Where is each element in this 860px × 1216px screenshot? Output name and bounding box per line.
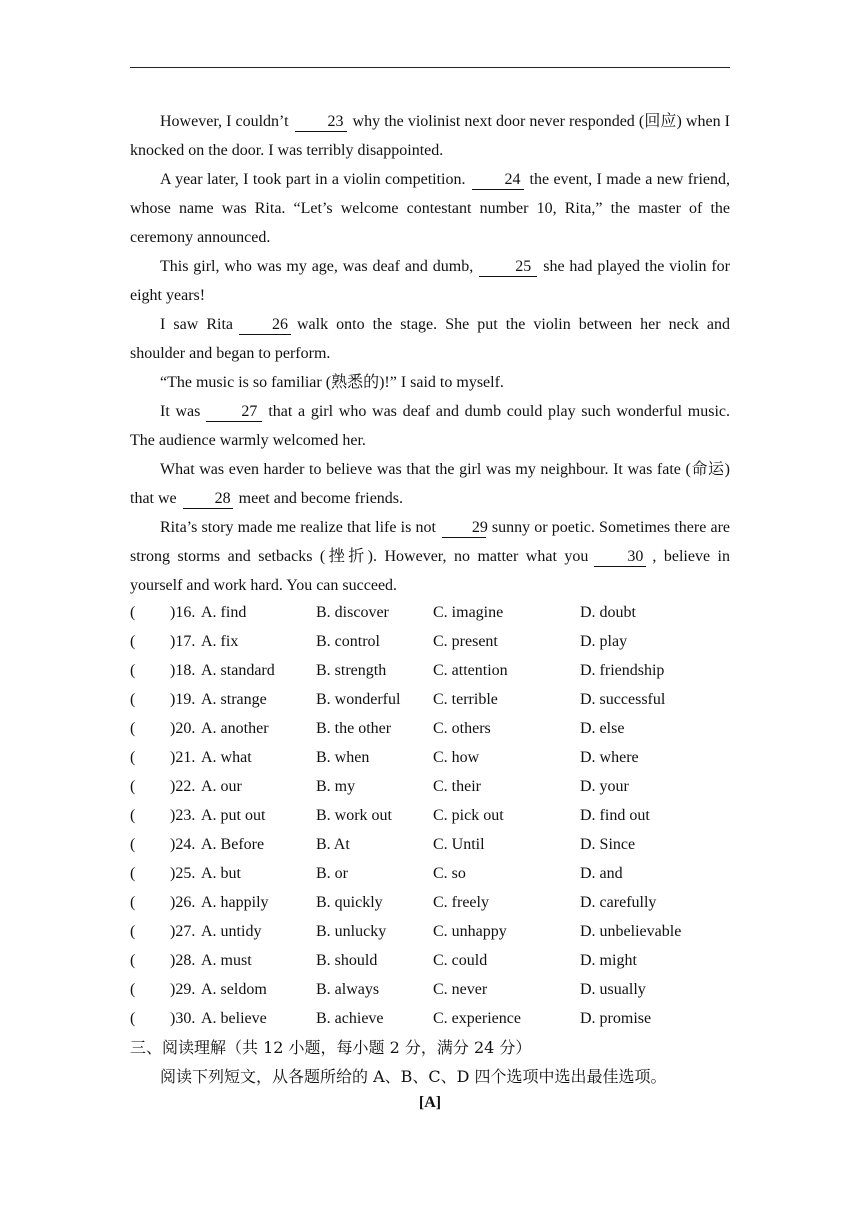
blank-23[interactable]: 23: [295, 113, 347, 132]
option-b: B. my: [316, 778, 356, 795]
option-a: A. happily: [201, 894, 269, 911]
option-a: A. strange: [201, 691, 267, 708]
text-run: This girl, who was my age, was deaf and dumb,: [160, 258, 474, 275]
option-c: C. could: [433, 952, 488, 969]
text-run: I saw Rita: [160, 316, 233, 333]
answer-paren-open[interactable]: (: [130, 662, 136, 679]
option-c: C. so: [433, 865, 466, 882]
question-number: )20.: [170, 720, 196, 737]
option-a: A. what: [201, 749, 252, 766]
option-c: C. terrible: [433, 691, 498, 708]
text-run: It was: [160, 403, 201, 420]
answer-paren-open[interactable]: (: [130, 923, 136, 940]
option-d: D. friendship: [580, 662, 665, 679]
answer-paren-open[interactable]: (: [130, 981, 136, 998]
answer-paren-open[interactable]: (: [130, 633, 136, 650]
paragraph: [130, 107, 730, 165]
option-b: B. strength: [316, 662, 387, 679]
option-d: D. your: [580, 778, 629, 795]
option-a: A. find: [201, 604, 247, 621]
option-d: D. promise: [580, 1010, 652, 1027]
question-number: )26.: [170, 894, 196, 911]
paragraph: [130, 397, 730, 455]
blank-26[interactable]: 26: [239, 316, 291, 335]
text-run: sunny or poetic. Sometimes there are strong storms and setbacks (挫折). However, no matter what you: [130, 519, 730, 565]
option-b: B. quickly: [316, 894, 383, 911]
answer-paren-open[interactable]: (: [130, 749, 136, 766]
option-d: D. might: [580, 952, 637, 969]
text-run: that a girl who was deaf and dumb could play such wonderful music. The audience warmly welcomed her.: [130, 403, 730, 449]
option-c: C. pick out: [433, 807, 504, 824]
option-a: A. untidy: [201, 923, 262, 940]
option-d: D. Since: [580, 836, 636, 853]
option-c: C. attention: [433, 662, 508, 679]
text-run: A year later, I took part in a violin competition.: [160, 171, 466, 188]
option-d: D. where: [580, 749, 639, 766]
paragraph: [130, 165, 730, 252]
option-d: D. successful: [580, 691, 666, 708]
text-run: meet and become friends.: [238, 490, 404, 507]
question-number: )23.: [170, 807, 196, 824]
question-number: )19.: [170, 691, 196, 708]
option-c: C. never: [433, 981, 488, 998]
paragraph: [130, 513, 730, 600]
question-number: )27.: [170, 923, 196, 940]
question-number: )30.: [170, 1010, 196, 1027]
option-b: B. At: [316, 836, 350, 853]
section-heading: 三、阅读理解（共 12 小题，每小题 2 分，满分 24 分）: [130, 1038, 532, 1057]
answer-paren-open[interactable]: (: [130, 952, 136, 969]
passage: [130, 107, 730, 600]
text-run: the event, I made a new friend, whose name was Rita. “Let’s welcome contestant number 10, Rita,” the master of the ceremony announced.: [130, 171, 730, 246]
answer-paren-open[interactable]: (: [130, 894, 136, 911]
blank-27[interactable]: 27: [206, 403, 262, 422]
answer-paren-open[interactable]: (: [130, 836, 136, 853]
option-d: D. doubt: [580, 604, 636, 621]
option-b: B. always: [316, 981, 380, 998]
header-rule: [130, 67, 730, 68]
option-a: A. fix: [201, 633, 239, 650]
option-b: B. control: [316, 633, 380, 650]
option-c: C. experience: [433, 1010, 521, 1027]
question-number: )29.: [170, 981, 196, 998]
question-number: )17.: [170, 633, 196, 650]
text-run: walk onto the stage. She put the violin between her neck and shoulder and began to perform.: [130, 316, 730, 362]
option-c: C. unhappy: [433, 923, 507, 940]
text-run: Rita’s story made me realize that life is not: [160, 519, 436, 536]
question-number: )18.: [170, 662, 196, 679]
option-a: A. but: [201, 865, 241, 882]
option-c: C. others: [433, 720, 491, 737]
blank-25[interactable]: 25: [479, 258, 537, 277]
answer-paren-open[interactable]: (: [130, 1010, 136, 1027]
option-a: A. our: [201, 778, 242, 795]
option-b: B. unlucky: [316, 923, 387, 940]
option-b: B. wonderful: [316, 691, 401, 708]
option-c: C. their: [433, 778, 481, 795]
option-d: D. unbelievable: [580, 923, 682, 940]
blank-28[interactable]: 28: [183, 490, 233, 509]
answer-paren-open[interactable]: (: [130, 865, 136, 882]
paragraph: [130, 310, 730, 368]
blank-24[interactable]: 24: [472, 171, 524, 190]
paragraph: [130, 455, 730, 513]
question-number: )24.: [170, 836, 196, 853]
option-a: A. seldom: [201, 981, 267, 998]
part-label: [A]: [418, 1094, 442, 1111]
option-d: D. find out: [580, 807, 650, 824]
blank-29[interactable]: 29: [442, 519, 486, 538]
option-c: C. Until: [433, 836, 485, 853]
option-d: D. play: [580, 633, 628, 650]
question-number: )25.: [170, 865, 196, 882]
option-d: D. usually: [580, 981, 646, 998]
option-b: B. the other: [316, 720, 392, 737]
option-a: A. another: [201, 720, 269, 737]
answer-paren-open[interactable]: (: [130, 778, 136, 795]
option-b: B. or: [316, 865, 348, 882]
text-run: What was even harder to believe was that the girl was my neighbour. It was fate (命运) that we: [130, 461, 730, 507]
text-run: she had played the violin for eight years!: [130, 258, 730, 304]
blank-30[interactable]: 30: [594, 548, 646, 567]
option-c: C. how: [433, 749, 480, 766]
answer-paren-open[interactable]: (: [130, 720, 136, 737]
option-c: C. imagine: [433, 604, 504, 621]
option-a: A. must: [201, 952, 252, 969]
option-c: C. freely: [433, 894, 489, 911]
option-a: A. standard: [201, 662, 275, 679]
option-b: B. achieve: [316, 1010, 384, 1027]
paragraph: [130, 252, 730, 310]
answer-paren-open[interactable]: (: [130, 604, 136, 621]
option-a: A. believe: [201, 1010, 267, 1027]
text-run: “The music is so familiar (熟悉的)!” I said to myself.: [160, 374, 504, 391]
option-b: B. should: [316, 952, 378, 969]
paragraph: [130, 368, 730, 397]
option-c: C. present: [433, 633, 498, 650]
text-run: However, I couldn’t: [160, 113, 289, 130]
text-run: why the violinist next door never responded (回应) when I knocked on the door. I was terribly disappointed.: [130, 113, 730, 159]
instruction: 阅读下列短文，从各题所给的 A、B、C、D 四个选项中选出最佳选项。: [160, 1067, 667, 1086]
option-b: B. when: [316, 749, 370, 766]
question-number: )28.: [170, 952, 196, 969]
text-run: , believe in yourself and work hard. You can succeed.: [130, 548, 730, 594]
question-number: )16.: [170, 604, 196, 621]
question-number: )22.: [170, 778, 196, 795]
question-number: )21.: [170, 749, 196, 766]
option-d: D. carefully: [580, 894, 657, 911]
answer-paren-open[interactable]: (: [130, 807, 136, 824]
option-b: B. discover: [316, 604, 389, 621]
answer-paren-open[interactable]: (: [130, 691, 136, 708]
option-a: A. put out: [201, 807, 266, 824]
option-d: D. and: [580, 865, 623, 882]
option-a: A. Before: [201, 836, 265, 853]
option-d: D. else: [580, 720, 625, 737]
option-b: B. work out: [316, 807, 392, 824]
